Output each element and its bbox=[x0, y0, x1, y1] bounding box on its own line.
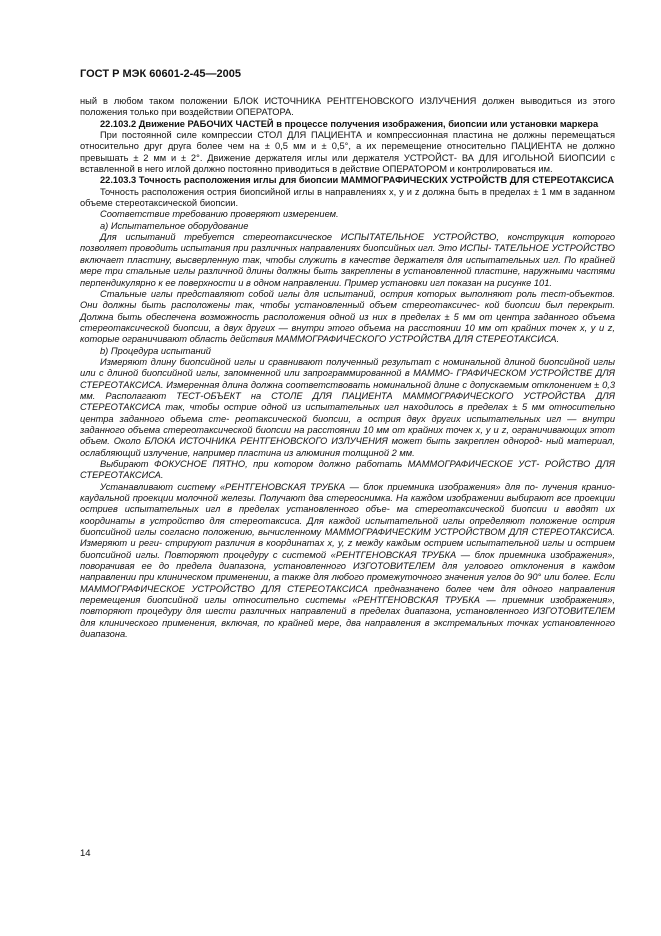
italic-paragraph: Для испытаний требуется стереотаксическое ИСПЫТАТЕЛЬНОЕ УСТРОЙСТВО, конструкция которого позволяет проводить испытания при различных направлениях биопсийных игл. Это ИСПЫ- ТАТЕЛЬНОЕ УСТРОЙСТВО включает пластину, высверленную так, чтобы служить в качестве держателя для испытательных игл. По крайней мере три стальные иглы различной длины должны быть закреплены в установленной пластине, наружными частями перпендикулярно к ее поверхности и в одном направлении. Пример установки игл показан на рисунке 101. bbox=[80, 232, 615, 288]
page-number: 14 bbox=[80, 848, 91, 859]
section-heading: 22.103.3 Точность расположения иглы для биопсии МАММОГРАФИЧЕСКИХ УСТРОЙСТВ ДЛЯ СТЕРЕОТАКСИСА bbox=[100, 175, 615, 186]
paragraph: При постоянной силе компрессии СТОЛ ДЛЯ ПАЦИЕНТА и компрессионная пластина не должны перемещаться относительно друг друга более чем на ± 0,5 мм и ± 0,5°, а их перемещение относительно ПАЦИЕНТА не должно превышать ± 2 мм и ± 2°. Движение держателя иглы или держателя УСТРОЙСТ- ВА ДЛЯ ИГОЛЬНОЙ БИОПСИИ с вставленной в него иглой должно постоянно приводиться в действие ОПЕРАТОРОМ и контролироваться им. bbox=[80, 130, 615, 175]
document-header: ГОСТ Р МЭК 60601-2-45—2005 bbox=[80, 68, 241, 80]
italic-paragraph: Измеряют длину биопсийной иглы и сравнивают полученный результат с номинальной длиной биопсийной иглы или с длиной биопсийной иглы, запомненной или запрограммированной в МАММО- ГРАФИЧЕСКОМ УСТРОЙСТВЕ ДЛЯ СТЕРЕОТАКСИСА. Измеренная длина должна соответствовать номинальной длине с допускаемым отклонением ± 0,3 мм. Располагают ТЕСТ-ОБЪЕКТ на СТОЛЕ ДЛЯ ПАЦИЕНТА МАММОГРАФИЧЕСКОГО УСТРОЙСТВА ДЛЯ СТЕРЕОТАКСИСА так, чтобы острие одной из испытательных игл находилось в пределах ± 5 мм относительно центра заданного объема сте- реотаксической биопсии, а острия двух других испытательных игл — внутри заданного объема стереотаксической биопсии на расстоянии 10 мм от крайних точек x, y и z, ограничивающих этот объем. Около БЛОКА ИСТОЧНИКА РЕНТГЕНОВСКОГО ИЗЛУЧЕНИЯ может быть закреплен однород- ный материал, ослабляющий излучение, например пластина из алюминия толщиной 2 мм. bbox=[80, 356, 615, 458]
paragraph: ный в любом таком положении БЛОК ИСТОЧНИКА РЕНТГЕНОВСКОГО ИЗЛУЧЕНИЯ должен выводиться из этого положения только при воздействии ОПЕРАТОРА. bbox=[80, 96, 615, 118]
italic-paragraph: Выбирают ФОКУСНОЕ ПЯТНО, при котором должно работать МАММОГРАФИЧЕСКОЕ УСТ- РОЙСТВО ДЛЯ СТЕРЕОТАКСИСА. bbox=[80, 459, 615, 481]
subsection-label: а) Испытательное оборудование bbox=[100, 220, 249, 231]
subsection-label: b) Процедура испытаний bbox=[100, 345, 211, 356]
italic-paragraph: Соответствие требованию проверяют измерением. bbox=[100, 209, 339, 220]
paragraph: Точность расположения острия биопсийной иглы в направлениях x, y и z должна быть в пределах ± 1 мм в заданном объеме стереотаксической биопсии. bbox=[80, 186, 615, 209]
italic-paragraph: Устанавливают систему «РЕНТГЕНОВСКАЯ ТРУБКА — блок приемника изображения» для по- лучения кранио-каудальной проекции молочной железы. Получают два стереоснимка. На каждом изображении выбирают все проекции остриев испытательных игл в пределах установленного объе- ма стереотаксической биопсии и вводят их координаты в устройство для стереотаксиса. Для каждой испытательной иглы определяют положение острия биопсийной иглы согласно положению, вычисленному МАММОГРАФИЧЕСКИМ УСТРОЙСТВОМ ДЛЯ СТЕРЕОТАКСИСА. Измеряют и реги- стрируют различия в координатах x, y, z между каждым острием испытательной иглы и острием биопсийной иглы. Повторяют процедуру с системой «РЕНТГЕНОВСКАЯ ТРУБКА — блок приемника изображения», поворачивая ее до предела диапазона, установленного ИЗГОТОВИТЕЛЕМ для углового отклонения в каждом направлении при клиническом применении, а также для любого промежуточного значения углов до 90° или более. Если МАММОГРАФИЧЕСКОЕ УСТРОЙСТВО ДЛЯ СТЕРЕОТАКСИСА предназначено более чем для одного направления перемещения биопсийной иглы относительно системы «РЕНТГЕНОВСКАЯ ТРУБКА — приемник изображения», повторяют процедуру для шести различных направлений в пределах диапазона, установленного ИЗГОТОВИТЕЛЕМ для клинического применения, включая, по крайней мере, два направления в экстремальных точках установленного диапазона. bbox=[80, 481, 615, 640]
italic-paragraph: Стальные иглы представляют собой иглы для испытаний, острия которых выполняют роль тест-объектов. Они должны быть расположены так, чтобы установленный объем стереотаксичес- кой биопсии был перекрыт. Должна быть обеспечена возможность расположения одной из них в пределах ± 5 мм от центра заданного объема стереотаксической биопсии, а двух других — внутри этого объема на расстоянии 10 мм от крайних точек x, y и z, которые ограничивают область действия МАММОГРАФИЧЕСКОГО УСТРОЙСТВА ДЛЯ СТЕРЕОТАКСИСА. bbox=[80, 288, 615, 345]
document-body bbox=[80, 96, 615, 641]
section-heading: 22.103.2 Движение РАБОЧИХ ЧАСТЕЙ в процессе получения изображения, биопсии или установки маркера bbox=[100, 118, 599, 129]
